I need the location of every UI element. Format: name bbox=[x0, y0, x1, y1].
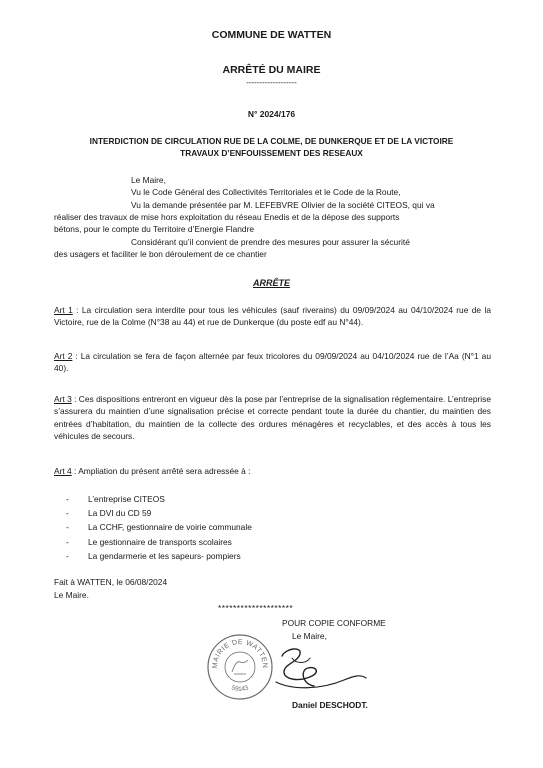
signature-le-maire: Le Maire, bbox=[292, 631, 327, 641]
list-item: - La CCHF, gestionnaire de voirie communale bbox=[66, 520, 252, 534]
signature-stroke-3 bbox=[292, 658, 310, 663]
article-2-label: Art 2 bbox=[54, 351, 73, 361]
decree-number: N° 2024/176 bbox=[247, 109, 296, 119]
list-item: - L’entreprise CITEOS bbox=[66, 492, 252, 506]
preamble-vu-demande-3: bétons, pour le compte du Territoire d’Energie Flandre bbox=[54, 224, 255, 234]
article-1-label: Art 1 bbox=[54, 305, 73, 315]
list-item: - La DVI du CD 59 bbox=[66, 506, 252, 520]
commune-heading: COMMUNE DE WATTEN bbox=[211, 29, 332, 41]
stamp-emblem bbox=[232, 660, 248, 674]
preamble-considerant-2: des usagers et faciliter le bon déroulement de ce chantier bbox=[54, 249, 267, 259]
decree-object-line-2: TRAVAUX D’ENFOUISSEMENT DES RESEAUX bbox=[180, 148, 363, 158]
preamble-le-maire: Le Maire, bbox=[131, 175, 166, 185]
list-item: - Le gestionnaire de transports scolaires bbox=[66, 535, 252, 549]
article-4-text: : Ampliation du présent arrêté sera adressée à : bbox=[71, 466, 251, 476]
article-2 bbox=[54, 350, 491, 375]
preamble-considerant-1: Considérant qu’il convient de prendre des mesures pour assurer la sécurité bbox=[131, 237, 410, 247]
document-title: ARRÊTÉ DU MAIRE bbox=[222, 64, 321, 76]
article-3 bbox=[54, 393, 491, 442]
stars-separator: ******************** bbox=[218, 603, 294, 613]
title-rule: ------------------- bbox=[246, 78, 297, 87]
recipients-list bbox=[66, 492, 252, 563]
stamp-text-bottom: 59143 bbox=[230, 684, 250, 693]
preamble-vu-code: Vu le Code Général des Collectivités Territoriales et le Code de la Route, bbox=[131, 187, 401, 197]
article-3-label: Art 3 bbox=[54, 394, 72, 404]
closing-le-maire: Le Maire. bbox=[54, 590, 89, 600]
article-4 bbox=[54, 465, 491, 477]
signature-stroke-1 bbox=[282, 649, 316, 686]
arrete-heading: ARRÊTE bbox=[252, 278, 290, 288]
signatory-name: Daniel DESCHODT. bbox=[292, 700, 368, 710]
article-2-text: : La circulation se fera de façon alternée par feux tricolores du 09/09/2024 au 04/10/2024 rue de l’Aa (N°1 au 40). bbox=[54, 351, 492, 374]
fait-a-date: Fait à WATTEN, le 06/08/2024 bbox=[54, 577, 168, 587]
stamp-inner-ring bbox=[225, 652, 255, 682]
article-1-text: : La circulation sera interdite pour tous les véhicules (sauf riverains) du 09/09/2024 au 04/10/2024 rue de la Victoire, rue de la Colme (N°38 au 44) et rue de Dunkerque (du poste edf au N°44). bbox=[54, 305, 491, 328]
preamble-vu-demande-2: réaliser des travaux de mise hors exploitation du réseau Enedis et de la dépose des supports bbox=[54, 212, 400, 222]
preamble-vu-demande-1: Vu la demande présentée par M. LEFEBVRE Olivier de la société CITEOS, qui va bbox=[131, 200, 435, 210]
article-1 bbox=[54, 304, 491, 329]
article-4-label: Art 4 bbox=[54, 466, 72, 476]
handwritten-signature bbox=[262, 638, 372, 700]
signature-stroke-2 bbox=[276, 676, 366, 688]
stamp-text-top: MAIRIE DE WATTEN bbox=[211, 638, 269, 669]
pour-copie-conforme: POUR COPIE CONFORME bbox=[282, 618, 386, 628]
list-item: - La gendarmerie et les sapeurs- pompiers bbox=[66, 549, 252, 563]
article-3-text: : Ces dispositions entreront en vigueur dès la pose par l’entreprise de la signalisation réglementaire. L’entreprise s’assurera du maintien d’une signalisation précise et correcte pendant toute la durée du chantier, du maintien des entrées d’habitation, du maintien de la collecte des ordures ménagères et recyclables, et des accès à tous les véhicules de secours. bbox=[54, 394, 491, 441]
decree-object-line-1: INTERDICTION DE CIRCULATION RUE DE LA COLME, DE DUNKERQUE ET DE LA VICTOIRE bbox=[89, 136, 454, 146]
